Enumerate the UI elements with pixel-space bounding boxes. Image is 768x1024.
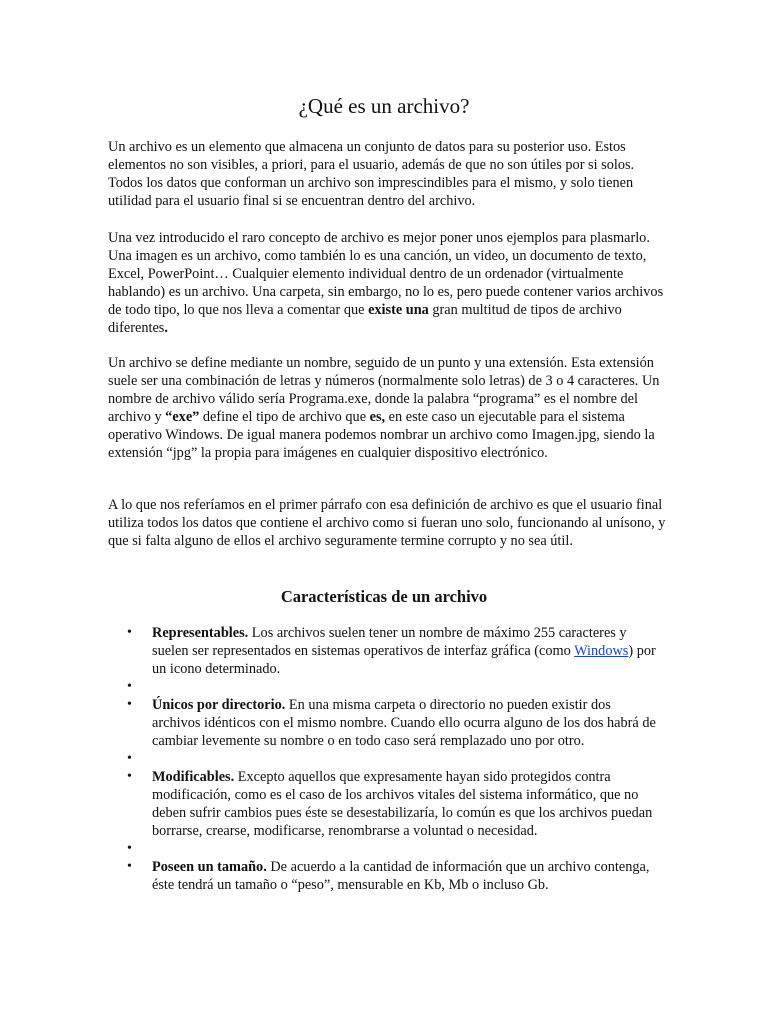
list-item-empty [0, 678, 662, 696]
bullet-icon: • [127, 841, 132, 856]
paragraph-examples-period: . [164, 320, 168, 336]
list-item-text: En una misma carpeta o directorio no pueden existir dos archivos idénticos con el mismo nombre. Cuando ello ocurra alguno de los dos habrá de cambiar levemente su nombre o en todo caso será remplazado uno por otro. [152, 697, 656, 749]
section-title: Características de un archivo [280, 587, 488, 606]
paragraph-examples [108, 229, 668, 337]
list-item-tamano [0, 858, 662, 894]
paragraph-examples-bold: existe una [368, 302, 429, 318]
paragraph-extension-text-end: en este caso un ejecutable para el sistema operativo Windows. De igual manera podemos nombrar un archivo como Imagen.jpg, siendo la extensión “jpg” la propia para imágenes en cualquier dispositivo electrónico. [108, 409, 655, 461]
list-item-representables [0, 624, 662, 678]
list-item-unicos [0, 696, 662, 750]
bullet-icon: • [127, 625, 132, 640]
list-item-empty [0, 750, 662, 768]
paragraph-examples-text-end: gran multitud de tipos de archivo diferentes [108, 302, 622, 336]
list-item-text: De acuerdo a la cantidad de información que un archivo contenga, éste tendrá un tamaño o “peso”, mensurable en Kb, Mb o incluso Gb. [152, 859, 650, 893]
list-item-term: Representables. [152, 625, 249, 641]
characteristics-list [0, 624, 768, 894]
paragraph-extension-text-mid: define el tipo de archivo que [199, 409, 370, 425]
list-item-empty [0, 840, 662, 858]
list-item-term: Modificables. [152, 769, 235, 785]
list-item-term: Únicos por directorio. [152, 697, 286, 713]
list-item-modificables [0, 768, 662, 840]
list-item-text-end: ) por un icono determinado. [152, 643, 656, 677]
bullet-icon: • [127, 679, 132, 694]
bullet-icon: • [127, 751, 132, 766]
list-item-term: Poseen un tamaño. [152, 859, 267, 875]
paragraph-examples-text: Una vez introducido el raro concepto de archivo es mejor poner unos ejemplos para plasmarlo. Una imagen es un archivo, como también lo es una canción, un video, un documento de texto, Excel, PowerPoint… Cualquier elemento individual dentro de un ordenador (virtualmente hablando) es un archivo. Una carpeta, sin embargo, no lo es, pero puede contener varios archivos de todo tipo, lo que nos lleva a comentar que [108, 230, 664, 318]
paragraph-extension-bold-es: es, [369, 409, 386, 425]
windows-link[interactable]: Windows [574, 643, 629, 659]
paragraph-definition: Un archivo es un elemento que almacena un conjunto de datos para su posterior uso. Estos elementos no son visibles, a priori, para el usuario, además de que no son útiles por si solos. Todos los datos que conforman un archivo son imprescindibles para el mismo, y solo tienen utilidad para el usuario final si se encuentran dentro del archivo. [108, 139, 635, 209]
list-item-text: Excepto aquellos que expresamente hayan sido protegidos contra modificación, como es el caso de los archivos vitales del sistema informático, que no deben sufrir cambios pues éste se desestabilizaría, lo común es que los archivos puedan borrarse, crearse, modificarse, renombrarse a voluntad o necesidad. [152, 769, 653, 839]
page-title: ¿Qué es un archivo? [298, 94, 470, 118]
list-item-text: Los archivos suelen tener un nombre de máximo 255 caracteres y suelen ser representados en sistemas operativos de interfaz gráfica (como [152, 625, 627, 659]
paragraph-extension [108, 354, 668, 462]
paragraph-extension-bold-exe: “exe” [165, 409, 200, 425]
paragraph-extension-text: Un archivo se define mediante un nombre, seguido de un punto y una extensión. Esta extensión suele ser una combinación de letras y números (normalmente solo letras) de 3 o 4 caracteres. Un nombre de archivo válido sería Programa.exe, donde la palabra “programa” es el nombre del archivo y [108, 355, 660, 425]
paragraph-summary: A lo que nos referíamos en el primer párrafo con esa definición de archivo es que el usuario final utiliza todos los datos que contiene el archivo como si fueran uno solo, funcionando al unísono, y que si falta alguno de ellos el archivo seguramente termine corrupto y no sea útil. [108, 497, 666, 549]
bullet-icon: • [127, 859, 132, 874]
bullet-icon: • [127, 697, 132, 712]
bullet-icon: • [127, 769, 132, 784]
